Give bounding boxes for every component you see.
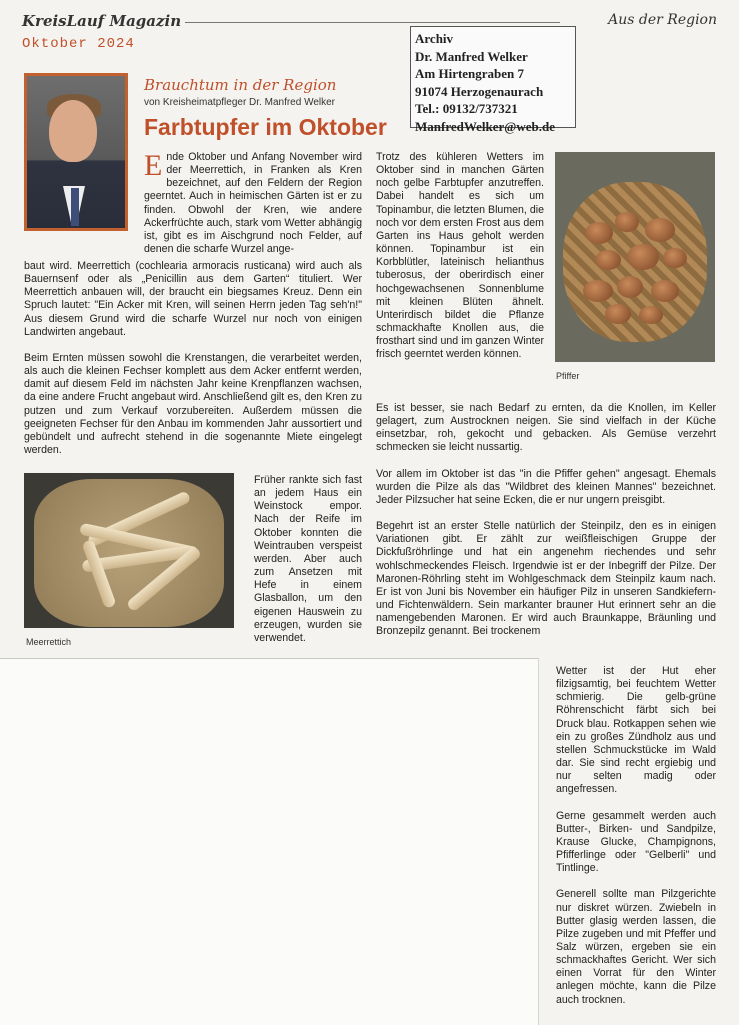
- paragraph: baut wird. Meerrettich (cochlearia armoracis rusticana) wird auch als Bauernsenf oder als „Penicillin aus dem Garten“ tituliert. Wer Meerrettich anbauen will, der braucht ein biegsames Kreuz. Denn ein Spruch lautet: "Ein Acker mit Kren, will seinen Herrn jeden Tag seh'n!" Aus diesem Grund wird die scharfe Wurzel nur noch von einigen Landwirten angebaut.: [24, 260, 362, 338]
- horseradish-photo: [24, 473, 234, 628]
- mushroom: [627, 244, 659, 270]
- column2-wide-text: [376, 402, 716, 639]
- drop-cap: E: [144, 149, 163, 182]
- article-title: Farbtupfer im Oktober: [144, 114, 387, 140]
- intro-paragraph: [144, 151, 362, 256]
- paragraph: Vor allem im Oktober ist das "in die Pfiffer gehen" angesagt. Ehemals wurden die Pilze als das "Wildbret des kleinen Mannes" bezeichnet. Jeder Pilzsucher hat seine Ecken, die er nur ungern preisgibt.: [376, 467, 716, 506]
- mushroom-basket-photo: [555, 152, 715, 362]
- article-kicker: Brauchtum in der Region: [144, 76, 337, 94]
- stamp-line: 91074 Herzogenaurach: [415, 83, 544, 99]
- column1-side-text: [254, 474, 362, 645]
- magazine-name: KreisLauf Magazin: [22, 12, 182, 30]
- mushroom: [663, 248, 687, 268]
- header-rule: [185, 22, 560, 23]
- stamp-line: Archiv: [415, 31, 454, 46]
- mushroom: [615, 212, 639, 232]
- mushroom: [639, 306, 663, 324]
- column3-text: [556, 665, 716, 1007]
- paragraph: Es ist besser, sie nach Bedarf zu ernten, da die Knollen, im Keller gelagert, zum Austrocknen neigen. Sie sind vielfach in der Küche einsetzbar, roh, gekocht und gebacken. Als Gemüse verzehrt schmecken sie leicht nussartig.: [376, 402, 716, 454]
- mushroom: [585, 222, 613, 244]
- mushroom: [583, 280, 613, 302]
- mushroom: [605, 304, 631, 324]
- stamp-line: Dr. Manfred Welker: [415, 48, 528, 64]
- paragraph: Trotz des kühleren Wetters im Oktober sind in manchen Gärten noch gelbe Farbtupfer anzutreffen. Dabei handelt es sich um Topinambur, die letzten Blumen, die noch vor dem ersten Frost aus dem Garten ins Haus geholt werden können. Topinambur ist ein Korbblütler, lateinisch helianthus tuberosus, der oberirdisch einer hochgewachsenen Sonnenblume mit kleinen Blüten ähnelt. Unterirdisch bildet die Pflanze schmackhafte Knollen aus, die frosthart sind und im ganzen Winter frisch geerntet werden können.: [376, 151, 544, 361]
- paragraph: Früher rankte sich fast an jedem Haus ein Weinstock empor. Nach der Reife im Oktober konnten die Weintrauben verspeist werden. Aber auch zum Ansetzen mit Hefe in einem Glasballon, um den eigenen Hauswein zu erzeugen, wurden sie verwendet.: [254, 474, 362, 644]
- paragraph: Begehrt ist an erster Stelle natürlich der Steinpilz, den es in einigen Variationen gibt. Er zählt zur weißfleischigen Gruppe der Dickfußröhrlinge und hat ein angenehm riechendes und sehr wohlschmeckendes Fleisch. Irgendwie ist er der Inbegriff der Pilze. Der Maronen-Röhrling steht im Wohlgeschmack dem Steinpilz kaum nach. Er ist von Juni bis November ein häufiger Pilz in unseren Sandkiefern- und Fichtenwäldern. Sein markanter brauner Hut erinnert sehr an die namengebenden Maronen. Er wird auch Braunkappe, Bräunling und Bronzepilz genannt. Bei trockenem: [376, 520, 716, 638]
- paragraph: Wetter ist der Hut eher filzigsamtig, bei feuchtem Wetter schmierig. Die gelb-grüne Röhrenschicht färbt sich bei Druck blau. Rotkappen sehen wie ein zu großes Zündholz aus und stellen Schmuckstücke im Wald dar. Sie sind recht ergiebig und nur selten madig oder angefressen.: [556, 665, 716, 796]
- stamp-line: Tel.: 09132/737321: [415, 101, 518, 116]
- stamp-line: ManfredWelker@web.de: [415, 118, 556, 134]
- archive-stamp: [410, 26, 576, 134]
- horseradish-caption: Meerrettich: [26, 637, 72, 647]
- article-byline: von Kreisheimatpfleger Dr. Manfred Welker: [144, 97, 336, 108]
- mushroom: [651, 280, 679, 302]
- column2-upper-text: [376, 151, 544, 362]
- blank-area: [0, 658, 539, 1025]
- paragraph: Beim Ernten müssen sowohl die Krenstangen, die verarbeitet werden, als auch die kleinen Fechser komplett aus dem Acker entfernt werden, damit auf diesem Feld im nächsten Jahr keine Krenpflanzen wachsen, da eine andere Frucht angebaut wird. Anschließend gilt es, den Kren zu putzen und zum Verkauf vorzubereiten. Außerdem müssen die geeigneten Fechser für den Anbau im kommenden Jahr aussortiert und gebündelt und aufrecht stehend in die sogenannte Miete eingelegt werden.: [24, 351, 362, 457]
- column1-text: [24, 260, 362, 457]
- issue-month: Oktober 2024: [22, 36, 135, 52]
- intro-text: nde Oktober und Anfang November wird der Meerrettich, in Franken als Kren bezeichnet, auf den Feldern der Region geerntet. Auch in heimischen Gärten ist er zu finden. Obwohl der Kren, wie andere Ackerfrüchte auch, stark vom Wetter abhängig ist, gibt es im Aischgrund noch Felder, auf denen die scharfe Wurzel ange-: [144, 151, 362, 256]
- paragraph: Gerne gesammelt werden auch Butter-, Birken- und Sandpilze, Krause Glucke, Champignons, Pfifferlinge oder "Gelberli" und Tintlinge.: [556, 809, 716, 875]
- stamp-line: Am Hirtengraben 7: [415, 66, 525, 81]
- section-name: Aus der Region: [608, 12, 717, 28]
- portrait-face: [49, 100, 97, 162]
- mushroom: [645, 218, 675, 242]
- mushroom-caption: Pfiffer: [556, 371, 580, 381]
- mushroom: [595, 250, 621, 270]
- paragraph: Generell sollte man Pilzgerichte nur diskret würzen. Zwiebeln in Butter glasig werden lassen, die Pilze zugeben und mit Pfeffer und Salz würzen, ergeben sie ein schmackhaftes Gericht. Wer sich einen Vorrat für den Winter anlegen möchte, kann die Pilze auch trocknen.: [556, 888, 716, 1006]
- author-portrait: [24, 73, 128, 231]
- mushroom: [617, 276, 643, 298]
- portrait-tie: [71, 188, 79, 226]
